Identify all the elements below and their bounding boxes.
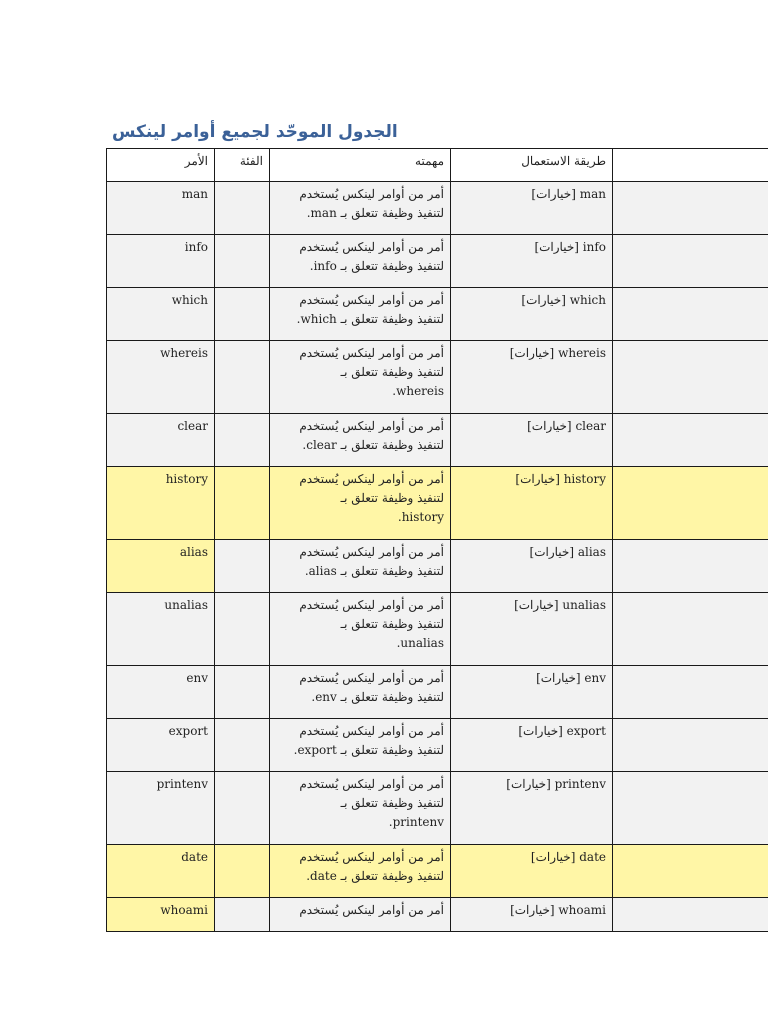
command-cell: export: [107, 719, 215, 772]
task-line: لتنفيذ وظيفة تتعلق بـ man.: [306, 206, 444, 220]
task-cell: [270, 235, 451, 288]
table-row: [107, 540, 768, 593]
task-line: لتنفيذ وظيفة تتعلق بـ: [340, 491, 444, 505]
extra-cell: [613, 772, 768, 845]
command-cell: printenv: [107, 772, 215, 845]
extra-cell: [613, 341, 768, 414]
task-line: أمر من أوامر لينكس يُستخدم: [299, 724, 444, 738]
command-cell: man: [107, 182, 215, 235]
task-line: أمر من أوامر لينكس يُستخدم: [299, 777, 444, 791]
command-cell: date: [107, 845, 215, 898]
task-line: أمر من أوامر لينكس يُستخدم: [299, 850, 444, 864]
category-cell: [215, 288, 270, 341]
command-cell: info: [107, 235, 215, 288]
linux-commands-table: [106, 148, 768, 932]
usage-cell: export [خيارات]: [451, 719, 613, 772]
category-cell: [215, 235, 270, 288]
header-usage: طريقة الاستعمال: [451, 149, 613, 182]
task-line: أمر من أوامر لينكس يُستخدم: [299, 671, 444, 685]
header-extra: [613, 149, 768, 182]
task-line: unalias.: [396, 636, 444, 650]
task-line: لتنفيذ وظيفة تتعلق بـ date.: [306, 869, 444, 883]
header-category: الفئة: [215, 149, 270, 182]
task-line: أمر من أوامر لينكس يُستخدم: [299, 346, 444, 360]
extra-cell: [613, 467, 768, 540]
task-line: أمر من أوامر لينكس يُستخدم: [299, 240, 444, 254]
usage-cell: man [خيارات]: [451, 182, 613, 235]
command-cell: unalias: [107, 593, 215, 666]
table-row: [107, 288, 768, 341]
extra-cell: [613, 414, 768, 467]
extra-cell: [613, 666, 768, 719]
task-cell: [270, 666, 451, 719]
task-line: printenv.: [388, 815, 444, 829]
task-line: أمر من أوامر لينكس يُستخدم: [299, 598, 444, 612]
usage-cell: printenv [خيارات]: [451, 772, 613, 845]
task-line: لتنفيذ وظيفة تتعلق بـ: [340, 617, 444, 631]
table-row: [107, 182, 768, 235]
table-row: [107, 666, 768, 719]
usage-cell: info [خيارات]: [451, 235, 613, 288]
task-line: لتنفيذ وظيفة تتعلق بـ env.: [311, 690, 444, 704]
task-cell: [270, 341, 451, 414]
header-task: مهمته: [270, 149, 451, 182]
usage-cell: which [خيارات]: [451, 288, 613, 341]
table-row: [107, 772, 768, 845]
category-cell: [215, 414, 270, 467]
task-line: لتنفيذ وظيفة تتعلق بـ export.: [293, 743, 444, 757]
table-row: [107, 235, 768, 288]
task-line: أمر من أوامر لينكس يُستخدم: [299, 545, 444, 559]
usage-cell: history [خيارات]: [451, 467, 613, 540]
usage-cell: date [خيارات]: [451, 845, 613, 898]
usage-cell: whereis [خيارات]: [451, 341, 613, 414]
table-row: [107, 593, 768, 666]
extra-cell: [613, 593, 768, 666]
task-cell: [270, 898, 451, 932]
usage-cell: env [خيارات]: [451, 666, 613, 719]
table-row: [107, 341, 768, 414]
task-cell: [270, 182, 451, 235]
usage-cell: unalias [خيارات]: [451, 593, 613, 666]
task-line: لتنفيذ وظيفة تتعلق بـ clear.: [302, 438, 444, 452]
category-cell: [215, 898, 270, 932]
task-cell: [270, 414, 451, 467]
category-cell: [215, 341, 270, 414]
task-line: history.: [397, 510, 444, 524]
task-line: لتنفيذ وظيفة تتعلق بـ: [340, 796, 444, 810]
table-row: [107, 467, 768, 540]
task-line: لتنفيذ وظيفة تتعلق بـ which.: [296, 312, 444, 326]
task-line: أمر من أوامر لينكس يُستخدم: [299, 187, 444, 201]
extra-cell: [613, 719, 768, 772]
task-line: لتنفيذ وظيفة تتعلق بـ: [340, 365, 444, 379]
command-cell: whereis: [107, 341, 215, 414]
usage-cell: clear [خيارات]: [451, 414, 613, 467]
extra-cell: [613, 288, 768, 341]
extra-cell: [613, 898, 768, 932]
command-cell: history: [107, 467, 215, 540]
task-line: whereis.: [392, 384, 444, 398]
extra-cell: [613, 235, 768, 288]
command-cell: whoami: [107, 898, 215, 932]
category-cell: [215, 772, 270, 845]
extra-cell: [613, 540, 768, 593]
document-title: الجدول الموحّد لجميع أوامر لينكس: [112, 122, 398, 142]
command-cell: clear: [107, 414, 215, 467]
task-cell: [270, 845, 451, 898]
task-line: أمر من أوامر لينكس يُستخدم: [299, 419, 444, 433]
task-cell: [270, 772, 451, 845]
table-row: [107, 845, 768, 898]
usage-cell: whoami [خيارات]: [451, 898, 613, 932]
extra-cell: [613, 845, 768, 898]
header-command: الأمر: [107, 149, 215, 182]
task-cell: [270, 467, 451, 540]
usage-cell: alias [خيارات]: [451, 540, 613, 593]
category-cell: [215, 719, 270, 772]
task-line: لتنفيذ وظيفة تتعلق بـ alias.: [304, 564, 444, 578]
task-cell: [270, 288, 451, 341]
category-cell: [215, 666, 270, 719]
category-cell: [215, 182, 270, 235]
task-cell: [270, 719, 451, 772]
category-cell: [215, 593, 270, 666]
category-cell: [215, 845, 270, 898]
category-cell: [215, 540, 270, 593]
command-cell: env: [107, 666, 215, 719]
table-row: [107, 719, 768, 772]
extra-cell: [613, 182, 768, 235]
task-line: أمر من أوامر لينكس يُستخدم: [299, 472, 444, 486]
command-cell: which: [107, 288, 215, 341]
task-cell: [270, 593, 451, 666]
command-cell: alias: [107, 540, 215, 593]
task-line: لتنفيذ وظيفة تتعلق بـ info.: [309, 259, 444, 273]
task-cell: [270, 540, 451, 593]
table-header-row: [107, 149, 768, 182]
task-line: أمر من أوامر لينكس يُستخدم: [299, 903, 444, 917]
task-line: أمر من أوامر لينكس يُستخدم: [299, 293, 444, 307]
category-cell: [215, 467, 270, 540]
table-row: [107, 898, 768, 932]
table-row: [107, 414, 768, 467]
